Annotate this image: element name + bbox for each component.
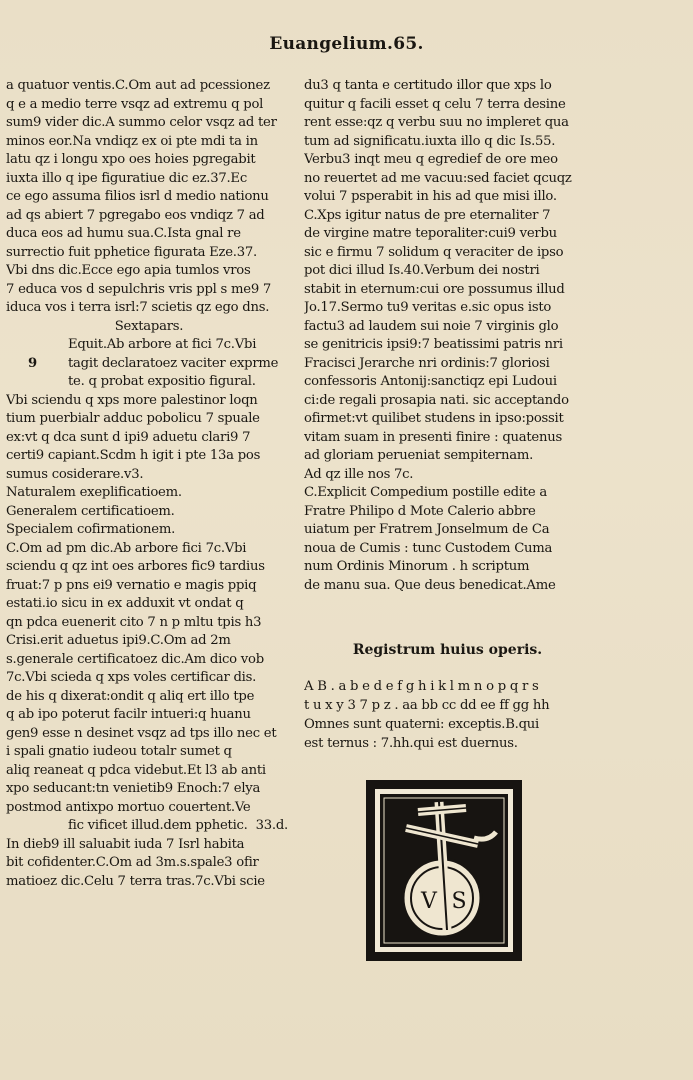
left-column-line: ce ego assuma filios isrl d medio nationu [6, 189, 269, 204]
left-column-line: Equit.Ab arbore at fici 7c.Vbi [68, 337, 257, 352]
mark-letter-v: V [421, 889, 437, 914]
left-column-line: de his q dixerat:ondit q aliq ert illo tpe [6, 688, 255, 704]
left-column-line: q e a medio terre vsqz ad extremu q pol [6, 96, 264, 112]
left-column-line: postmod antixpo mortuo couertent.Ve [6, 799, 251, 815]
right-column-line: de virgine matre teporaliter:cui9 verbu [304, 226, 557, 241]
register-line: A B . a b e d e f g h i k l m n o p q r s [304, 679, 539, 694]
left-column-line: Vbi dns dic.Ecce ego apia tumlos vros [6, 263, 251, 278]
right-text-column [304, 77, 591, 595]
register-line: Omnes sunt quaterni: exceptis.B.qui [304, 717, 540, 732]
left-column-line: Naturalem exeplificatioem. [6, 485, 182, 500]
right-column-line: uiatum per Fratrem Jonselmum de Ca [304, 522, 550, 537]
left-column-line: bit cofidenter.C.Om ad 3m.s.spale3 ofir [6, 855, 259, 870]
left-column-line: sciendu q qz int oes arbores fic9 tardius [6, 559, 265, 574]
right-column-line: Verbu3 inqt meu q egredief de ore meo [304, 152, 558, 167]
left-column-line: i spali gnatio iudeou totalr sumet q [6, 744, 232, 759]
right-column-line: noua de Cumis : tunc Custodem Cuma [304, 540, 553, 556]
printer-mark-woodcut [366, 780, 522, 961]
left-text-column [6, 77, 292, 891]
left-column-line: sum9 vider dic.A summo celor vsqz ad ter [6, 115, 277, 130]
left-column-line: tagit declaratoez vaciter exprme 9 [6, 355, 292, 374]
right-column-line: Fracisci Jerarche nri ordinis:7 gloriosi [304, 355, 550, 371]
left-column-line: q ab ipo poterut facilr intueri:q huanu [6, 707, 251, 722]
left-column-line: Vbi sciendu q xps more palestinor loqn [6, 392, 258, 408]
left-column-line: latu qz i longu xpo oes hoies pgregabit [6, 152, 256, 167]
left-column-line: te. q probat expositio figural. [68, 374, 256, 389]
left-column-line: 7c.Vbi scieda q xps voles certificar dis. [6, 670, 257, 685]
left-column-line: a quatuor ventis.C.Om aut ad pcessionez [6, 78, 270, 93]
margin-folio-ref: 33.d. [255, 818, 288, 833]
left-column-line: duca eos ad humu sua.C.Ista gnal re [6, 226, 241, 241]
right-column-line: Ad qz ille nos 7c. [304, 466, 414, 482]
right-column-line: Jo.17.Sermo tu9 veritas e.sic opus isto [304, 300, 552, 315]
left-column-line: Specialem cofirmationem. [6, 522, 176, 537]
left-column-line: tium puerbialr adduc pobolicu 7 spuale [6, 411, 260, 426]
mark-letter-s: S [451, 889, 467, 914]
left-column-line: xpo seducant:tn venietib9 Enoch:7 elya [6, 781, 261, 796]
left-column-line: ex:vt q dca sunt d ipi9 aduetu clari9 7 [6, 429, 251, 445]
right-column-line: C.Xps igitur natus de pre eternaliter 7 [304, 207, 551, 223]
right-column-line: num Ordinis Minorum . h scriptum [304, 559, 530, 574]
right-column-line: volui 7 psperabit in his ad que misi illo. [304, 189, 557, 204]
left-column-line: s.generale certificatoez dic.Am dico vob [6, 651, 264, 667]
margin-marker: 9 [28, 355, 37, 371]
left-column-line: C.Om ad pm dic.Ab arbore fici 7c.Vbi [6, 540, 247, 556]
right-column-line: rent esse:qz q verbu suu no impleret qua [304, 115, 569, 130]
right-column-line: C.Explicit Compedium postille edite a [304, 485, 547, 500]
left-column-line: sumus cosiderare.v3. [6, 466, 144, 482]
left-column-line: fic vificet illud.dem pphetic. 33.d. [6, 817, 292, 836]
right-column-line: stabit in eternum:cui ore possumus illud [304, 281, 565, 297]
left-column-line: ad qs abiert 7 pgregabo eos vndiqz 7 ad [6, 207, 265, 223]
right-column-line: vitam suam in presenti finire : quatenus [304, 429, 562, 445]
right-column-line: Fratre Philipo d Mote Calerio abbre [304, 503, 536, 519]
left-column-line: qn pdca euenerit cito 7 n p mltu tpis h3 [6, 614, 262, 630]
right-column-line: pot dici illud Is.40.Verbum dei nostri [304, 263, 540, 278]
right-column-line: du3 q tanta e certitudo illor que xps lo [304, 78, 552, 93]
right-column-line: confessoris Antonij:sanctiqz epi Ludoui [304, 374, 557, 389]
register-block [304, 677, 591, 753]
left-column-line: aliq reaneat q pdca videbut.Et l3 ab anti [6, 762, 266, 778]
right-column-line: se genitricis ipsi9:7 beatissimi patris nri [304, 337, 563, 352]
left-column-line: certi9 capiant.Scdm h igit i pte 13a pos [6, 448, 261, 463]
printer-mark-icon [366, 780, 522, 961]
register-line: t u x y 3 7 p z . aa bb cc dd ee ff gg hh [304, 698, 550, 713]
left-column-line: Crisi.erit aduetus ipi9.C.Om ad 2m [6, 633, 231, 648]
left-column-line: estati.io sicu in ex adduxit vt ondat q [6, 596, 244, 611]
right-column-line: de manu sua. Que deus benedicat.Ame [304, 577, 556, 593]
left-column-line: surrectio fuit pphetice figurata Eze.37. [6, 244, 257, 260]
left-column-line: Sextapars. [114, 318, 184, 334]
running-head: Euangelium.65. [269, 34, 424, 54]
register-heading: Registrum huius operis. [352, 642, 543, 658]
left-column-line: matioez dic.Celu 7 terra tras.7c.Vbi scie [6, 873, 265, 889]
register-line: est ternus : 7.hh.qui est duernus. [304, 736, 518, 751]
left-column-line: iuxta illo q ipe figuratiue dic ez.37.Ec [6, 170, 247, 186]
right-column-line: ofirmet:vt quilibet studens in ipso:possit [304, 411, 564, 426]
right-column-line: tum ad significatu.iuxta illo q dic Is.55. [304, 133, 556, 149]
left-column-line: minos eor.Na vndiqz ex oi pte mdi ta in [6, 133, 258, 149]
right-column-line: factu3 ad laudem sui noie 7 virginis glo [304, 318, 559, 334]
left-column-line: fruat:7 p pns ei9 vernatio e magis ppiq [6, 577, 257, 593]
left-column-line: Generalem certificatioem. [6, 503, 175, 519]
right-column-line: ad gloriam perueniat sempiternam. [304, 448, 534, 463]
right-column-line: quitur q facili esset q celu 7 terra desine [304, 96, 566, 112]
right-column-line: ci:de regali prosapia nati. sic acceptando [304, 392, 569, 408]
left-column-line: In dieb9 ill saluabit iuda 7 Isrl habita [6, 836, 245, 852]
right-column-line: sic e firmu 7 solidum q veraciter de ipso [304, 244, 564, 260]
right-column-line: no reuertet ad me vacuu:sed faciet qcuqz [304, 170, 572, 186]
left-column-line: iduca vos i terra isrl:7 scietis qz ego dns. [6, 300, 270, 315]
left-column-line: 7 educa vos d sepulchris vris ppl s me9 7 [6, 281, 272, 297]
left-column-line: gen9 esse n desinet vsqz ad tps illo nec et [6, 725, 277, 741]
